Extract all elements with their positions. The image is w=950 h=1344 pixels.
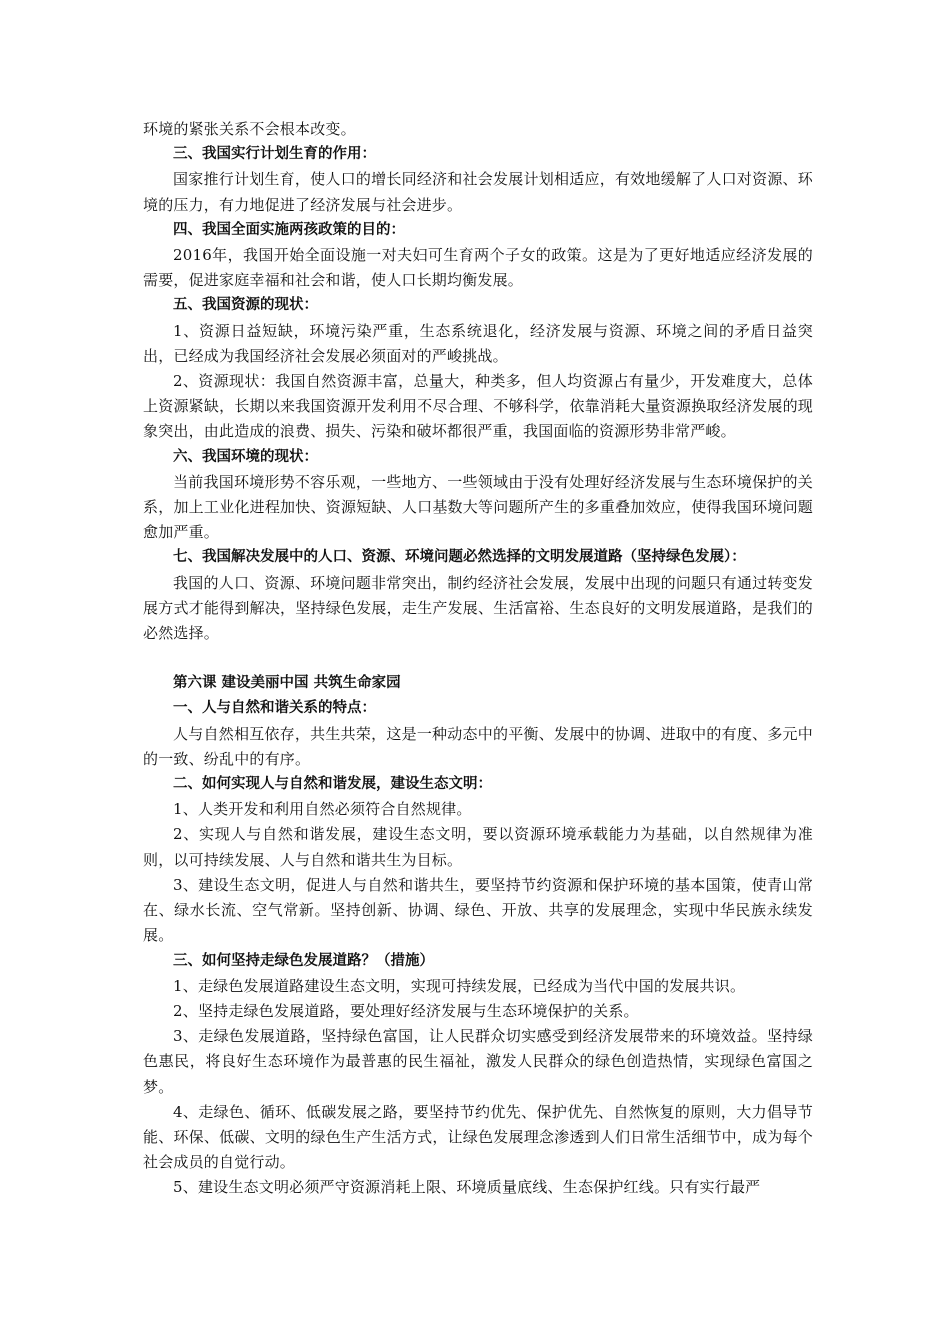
section-heading: 四、我国全面实施两孩政策的目的： — [173, 221, 405, 238]
section-spacer — [143, 646, 813, 671]
body-paragraph: 环境的紧张关系不会根本改变。 — [143, 120, 356, 138]
body-paragraph: 人与自然相互依存，共生共荣，这是一种动态中的平衡、发展中的协调、进取中的有度、多元中的一致、纷乱中的有序。 — [143, 724, 813, 768]
body-paragraph: 我国的人口、资源、环境问题非常突出，制约经济社会发展，发展中出现的问题只有通过转变发展方式才能得到解决，坚持绿色发展，走生产发展、生活富裕、生态良好的文明发展道路，是我们的必然选择。 — [143, 573, 813, 643]
section-heading: 三、如何坚持走绿色发展道路？（措施） — [173, 952, 434, 969]
body-paragraph: 3、走绿色发展道路，坚持绿色富国，让人民群众切实感受到经济发展带来的环境效益。坚持绿色惠民，将良好生态环境作为最普惠的民生福祉，激发人民群众的绿色创造热情，实现绿色富国之梦。 — [143, 1027, 813, 1096]
section-heading: 二、如何实现人与自然和谐发展，建设生态文明： — [173, 776, 492, 793]
section-heading: 第六课 建设美丽中国 共筑生命家园 — [173, 675, 401, 692]
body-paragraph: 4、走绿色、循环、低碳发展之路，要坚持节约优先、保护优先、自然恢复的原则，大力倡导节能、环保、低碳、文明的绿色生产生活方式，让绿色发展理念渗透到人们日常生活细节中，成为每个社会成员的自觉行动。 — [143, 1102, 813, 1172]
body-paragraph: 1、人类开发和利用自然必须符合自然规律。 — [173, 800, 472, 819]
body-paragraph: 国家推行计划生育，使人口的增长同经济和社会发展计划相适应，有效地缓解了人口对资源、环境的压力，有力地促进了经济发展与社会进步。 — [143, 170, 813, 214]
document-page — [143, 117, 813, 1201]
body-paragraph: 1、资源日益短缺，环境污染严重，生态系统退化，经济发展与资源、环境之间的矛盾日益突出，已经成为我国经济社会发展必须面对的严峻挑战。 — [143, 321, 813, 365]
body-paragraph: 2、实现人与自然和谐发展，建设生态文明，要以资源环境承载能力为基础，以自然规律为准则，以可持续发展、人与自然和谐共生为目标。 — [143, 825, 813, 869]
body-paragraph: 当前我国环境形势不容乐观，一些地方、一些领域由于没有处理好经济发展与生态环境保护的关系，加上工业化进程加快、资源短缺、人口基数大等问题所产生的多重叠加效应，使得我国环境问题愈加严重。 — [143, 472, 813, 542]
section-heading: 一、人与自然和谐关系的特点： — [173, 700, 376, 717]
body-paragraph: 1、走绿色发展道路建设生态文明，实现可持续发展，已经成为当代中国的发展共识。 — [173, 976, 746, 995]
section-heading: 五、我国资源的现状： — [173, 297, 318, 314]
body-paragraph: 2、坚持走绿色发展道路，要处理好经济发展与生态环境保护的关系。 — [173, 1001, 639, 1020]
section-heading: 三、我国实行计划生育的作用： — [173, 146, 376, 163]
section-heading: 七、我国解决发展中的人口、资源、环境问题必然选择的文明发展道路（坚持绿色发展）： — [173, 549, 746, 566]
body-paragraph: 2、资源现状：我国自然资源丰富，总量大，种类多，但人均资源占有量少，开发难度大，总体上资源紧缺，长期以来我国资源开发利用不尽合理、不够科学，依靠消耗大量资源换取经济发展的现象突出，由此造成的浪费、损失、污染和破坏都很严重，我国面临的资源形势非常严峻。 — [143, 372, 813, 441]
body-paragraph: 2016年，我国开始全面设施一对夫妇可生育两个子女的政策。这是为了更好地适应经济发展的需要，促进家庭幸福和社会和谐，使人口长期均衡发展。 — [143, 246, 813, 290]
body-paragraph: 5、建设生态文明必须严守资源消耗上限、环境质量底线、生态保护红线。只有实行最严 — [173, 1178, 761, 1197]
section-heading: 六、我国环境的现状： — [173, 448, 318, 465]
body-paragraph: 3、建设生态文明，促进人与自然和谐共生，要坚持节约资源和保护环境的基本国策，使青山常在、绿水长流、空气常新。坚持创新、协调、绿色、开放、共享的发展理念，实现中华民族永续发展。 — [143, 875, 813, 945]
